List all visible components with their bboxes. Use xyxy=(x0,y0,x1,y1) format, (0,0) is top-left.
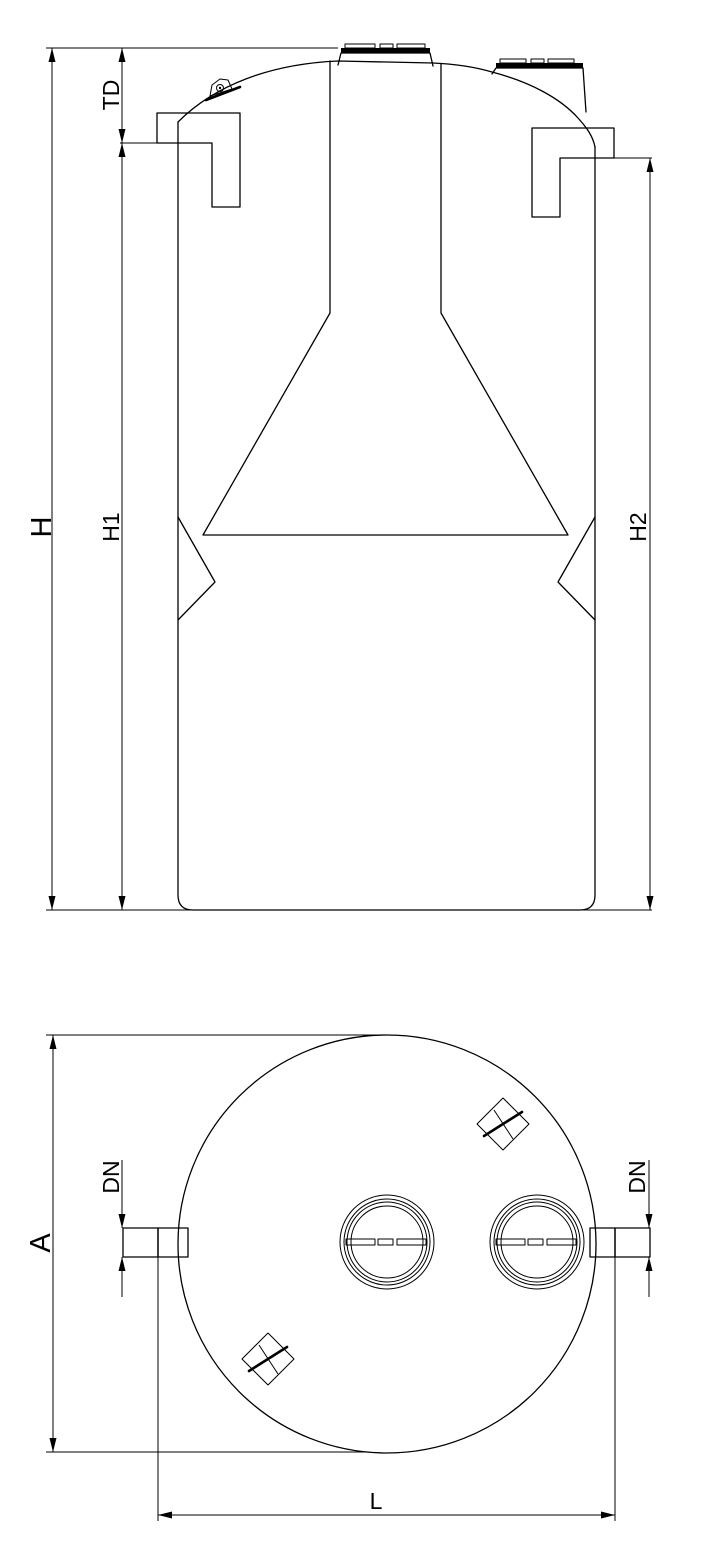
outlet-stub-plan xyxy=(590,1228,650,1257)
riser-cap-band xyxy=(496,63,583,68)
arrowhead-down xyxy=(646,1214,653,1228)
stub-outer xyxy=(615,1228,650,1257)
dim-label-H: H xyxy=(26,516,58,538)
cover-ring xyxy=(490,1195,584,1289)
arrowhead-down xyxy=(647,896,654,910)
riser-cap-tab xyxy=(380,44,393,48)
cover-ring xyxy=(344,1199,430,1285)
arrowhead-right xyxy=(601,1512,615,1519)
dim-label-DN-left: DN xyxy=(98,1160,124,1194)
arrowhead-up xyxy=(119,143,126,157)
cover-handle-segment xyxy=(528,1239,543,1245)
arrowhead-down xyxy=(119,129,126,143)
plan-view xyxy=(25,1035,653,1521)
tank-plan-outline xyxy=(178,1035,596,1453)
vent-port-center xyxy=(219,87,221,89)
tank-body-outline xyxy=(178,122,595,910)
cover-handle-segment xyxy=(346,1239,375,1245)
fitting-cross-bar xyxy=(259,1345,278,1374)
arrowhead-down xyxy=(50,1438,57,1452)
cover-ring xyxy=(501,1206,573,1278)
dim-label-A: A xyxy=(25,1233,57,1253)
manhole-cover-left xyxy=(340,1195,434,1289)
dim-label-L: L xyxy=(369,1488,383,1514)
cover-ring xyxy=(497,1202,577,1282)
dim-label-H2: H2 xyxy=(625,512,651,542)
manhole-riser-right xyxy=(492,59,586,112)
cover-handle-segment xyxy=(547,1239,576,1245)
cover-handle-segment xyxy=(378,1239,393,1245)
dimension-H xyxy=(26,48,58,910)
dimension-DN-left xyxy=(98,1160,126,1297)
dimension-A xyxy=(25,1035,57,1452)
stub-inner xyxy=(158,1228,188,1257)
arrowhead-up xyxy=(119,1257,126,1271)
elevation-view xyxy=(26,44,654,910)
arrowhead-up xyxy=(119,48,126,62)
arrowhead-up xyxy=(646,1257,653,1271)
vent-fitting-plan-bottom xyxy=(242,1333,294,1385)
dimension-TD-H1 xyxy=(98,48,126,910)
dim-label-TD: TD xyxy=(98,79,124,111)
dimension-L xyxy=(158,1488,615,1519)
stub-inner xyxy=(590,1228,615,1257)
internal-funnel xyxy=(203,61,568,535)
fitting-cross-bar xyxy=(494,1110,513,1139)
manhole-cover-right xyxy=(490,1195,584,1289)
riser-cap-tab xyxy=(345,44,375,48)
arrowhead-up xyxy=(49,48,56,62)
riser-cap-tab xyxy=(531,59,544,63)
arrowhead-down xyxy=(119,1214,126,1228)
cover-ring xyxy=(351,1206,423,1278)
wall-rib-left xyxy=(178,517,215,620)
stub-outer xyxy=(123,1228,158,1257)
riser-cap-tab xyxy=(397,44,425,48)
cover-ring xyxy=(340,1195,434,1289)
wall-rib-right xyxy=(558,517,595,620)
riser-cap-tab xyxy=(500,59,526,63)
arrowhead-up xyxy=(50,1035,57,1049)
inlet-pipe xyxy=(157,113,240,207)
riser-cap-tab xyxy=(548,59,574,63)
arrowhead-up xyxy=(647,158,654,172)
arrowhead-down xyxy=(49,896,56,910)
dim-label-DN-right: DN xyxy=(624,1160,650,1194)
riser-body xyxy=(492,68,586,112)
riser-cap-band xyxy=(341,48,430,53)
cover-handle-segment xyxy=(397,1239,426,1245)
arrowhead-left xyxy=(158,1512,172,1519)
cover-ring xyxy=(494,1199,580,1285)
arrowhead-down xyxy=(119,896,126,910)
vent-fitting xyxy=(206,79,240,100)
cover-ring xyxy=(347,1202,427,1282)
outlet-pipe xyxy=(532,128,614,217)
dimension-H2 xyxy=(625,158,654,910)
vent-fitting-plan-top xyxy=(477,1098,529,1150)
dim-label-H1: H1 xyxy=(98,512,124,542)
riser-body xyxy=(338,53,433,66)
cover-handle-segment xyxy=(496,1239,525,1245)
